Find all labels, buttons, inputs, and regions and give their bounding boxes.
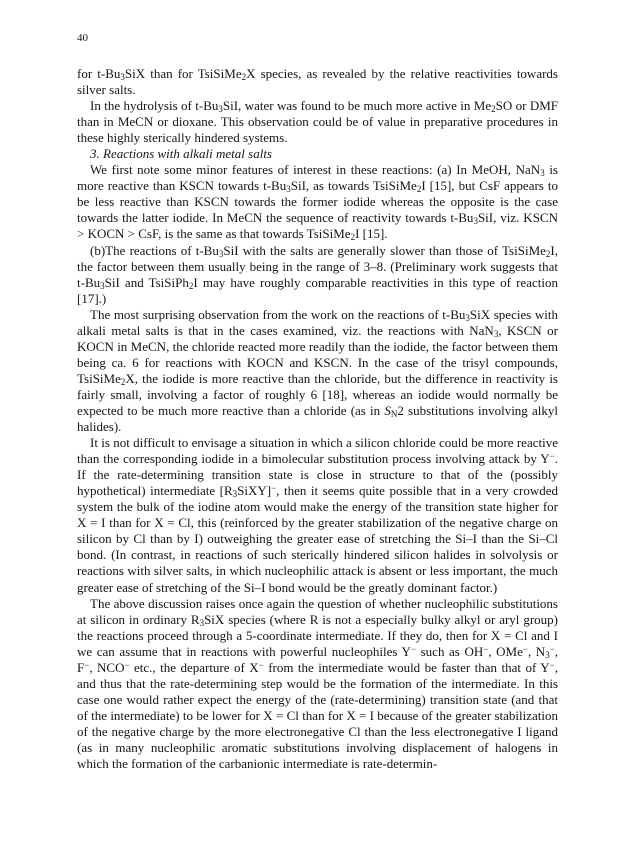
paragraph: We first note some minor features of interest in these reactions: (a) In MeOH, NaN$_3$ is more reactive than KSCN towards $t-Bu_3SiI$, as towards TsiSiMe$_2$I [15], but CsF appears to be less reactive than KSCN towards the former iodide whereas the opposite is the case towards the latter iodide. In MeCN the sequence of reactivity towards $t-Bu_3SiI$, viz. KSCN > KOCN > CsF, is the same as that towards TsiSiMe$_2$I [15]. [77,162,558,243]
paragraph: for $t-Bu_3SiX$ than for TsiSiMe$_2$X species, as revealed by the relative reactivities towards silver salts. [77,66,558,98]
paragraph: The above discussion raises once again the question of whether nucleophilic substitutions at silicon in ordinary $R_3SiX$ species (where R is not a especially bulky alkyl or aryl group) the reactions proceed through a 5-coordinate intermediate. If they do, then for X = Cl and I we can assume that in reactions with powerful nucleophiles Y− such as OH−, OMe−, $N_3^-$, F−, NCO− etc., the departure of X− from the intermediate would be faster than that of Y−, and thus that the rate-determining step would be the formation of the intermediate. In this case one would rather expect the energy of the (rate-determining) transition state (and that of the intermediate) to be lower for X = Cl than for X = I because of the greater stabilization of the negative charge by the more electronegative Cl than the less electronegative I ligand (as in many nucleophilic aromatic substitutions involving displacement of halogens in which the formation of the carbanionic intermediate is rate-determin- [77,595,559,772]
body-text [77,66,558,772]
paragraph: The most surprising observation from the work on the reactions of $t-Bu_3SiX$ species with alkali metal salts is that in the cases examined, viz. the reactions with NaN$_3$, KSCN or KOCN in MeCN, the chloride reacted more readily than the iodide, the factor between them being ca. 6 for reactions with KOCN and KSCN. In the case of the trisyl compounds, TsiSiMe$_2$X, the iodide is more reactive than the chloride, but the difference in reactivity is fairly small, involving a factor of roughly 6 [18], whereas an iodide would normally be expected to be much more reactive than a chloride (as in $S_N2$ substitutions involving alkyl halides). [77,306,558,435]
section-heading [77,146,558,162]
section-number: 3. [90,146,100,162]
paragraph: In the hydrolysis of $t-Bu_3SiI$, water was found to be much more active in $Me_2SO$ or DMF than in MeCN or dioxane. This observation could be of value in preparative procedures in these highly sterically hindered systems. [77,98,558,146]
section-title: Reactions with alkali metal salts [103,146,272,162]
page-number: 40 [77,32,88,44]
paragraph: It is not difficult to envisage a situation in which a silicon chloride could be more reactive than the corresponding iodide in a bimolecular substitution process involving attack by Y−. If the rate-determining transition state is close in structure to that of the (possibly hypothetical) intermediate $[R_3SiXY]^-$, then it seems quite possible that in a very crowded system the bulk of the iodine atom would make the energy of the transition state higher for X = I than for X = Cl, this (reinforced by the greater stabilization of the negative charge on silicon by Cl than by I) outweighing the greater ease of stretching the Si–I than the Si–Cl bond. (In contrast, in reactions of such sterically hindered silicon halides in solvolysis or reactions with silver salts, in which nucleophilic attack is absent or less important, the much greater ease of stretching of the Si–I bond would be the greatly dominant factor.) [77,435,558,595]
paragraph: (b)The reactions of $t-Bu_3SiI$ with the salts are generally slower than those of TsiSiMe$_2$I, the factor between them usually being in the range of 3–8. (Preliminary work suggests that $t-Bu_3SiI$ and TsiSiPh$_2$I may have roughly comparable reactivities in this type of reaction [17].) [77,242,558,306]
